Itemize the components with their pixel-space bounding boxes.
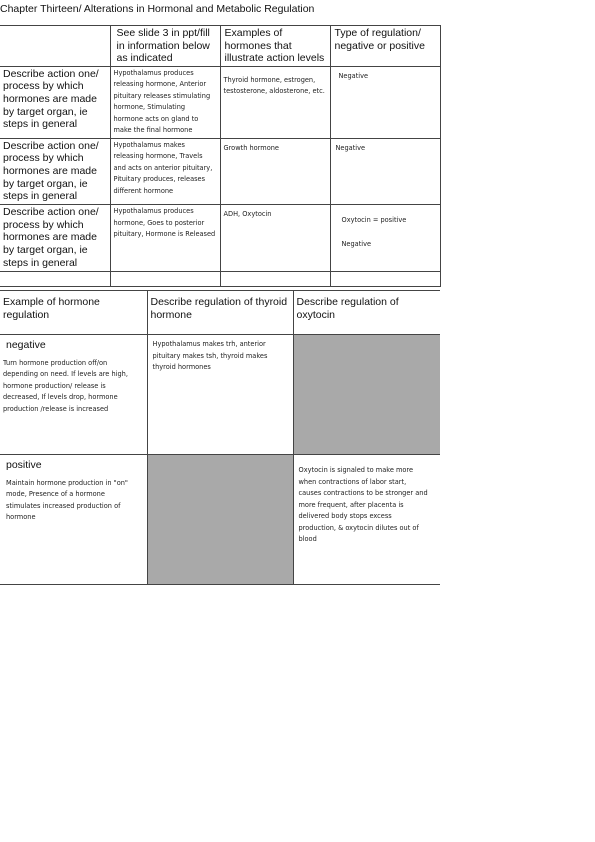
positive-cell: [0, 455, 147, 585]
type-cell: Negative: [330, 66, 440, 138]
header-cell-example: Example of hormone regulation: [0, 291, 147, 335]
positive-label: positive: [6, 459, 42, 471]
header-cell-oxytocin: Describe regulation of oxytocin: [293, 291, 440, 335]
header-cell-slide: See slide 3 in ppt/fill in information below as indicated: [110, 26, 220, 67]
table-row: [0, 455, 440, 585]
type-positive: Oxytocin = positive: [341, 216, 407, 225]
empty-cell: [110, 271, 220, 286]
hormone-regulation-table: [0, 290, 440, 585]
header-cell-blank: [0, 26, 110, 67]
table-row: [0, 138, 440, 205]
shaded-cell: [147, 455, 293, 585]
type-cell: [330, 205, 440, 272]
steps-cell: Hypothalamus produces releasing hormone, Anterior pituitary releases stimulating hormone, Stimulating hormone acts on gland to make the final hormone: [110, 66, 220, 138]
header-cell-type: Type of regulation/ negative or positive: [330, 26, 440, 67]
positive-description: Maintain hormone production in "on" mode, Presence of a hormone stimulates increased production of hormone: [6, 478, 128, 522]
table-row-empty: [0, 271, 440, 286]
table-row: [0, 66, 440, 138]
steps-cell: Hypothalamus makes releasing hormone, Travels and acts on anterior pituitary, Pituitary produces, releases different hormone: [110, 138, 220, 205]
negative-label: negative: [6, 339, 46, 351]
row-label: Describe action one/ process by which hormones are made by target organ, ie steps in general: [0, 205, 110, 272]
empty-cell: [220, 271, 330, 286]
negative-description: Turn hormone production off/on depending on need. If levels are high, hormone production/ release is decreased, If levels drop, hormone production /release is increased: [3, 358, 128, 413]
shaded-cell: [293, 335, 440, 455]
header-cell-examples: Examples of hormones that illustrate action levels: [220, 26, 330, 67]
empty-cell: [330, 271, 440, 286]
hormone-action-table: [0, 25, 441, 287]
row-label: Describe action one/ process by which hormones are made by target organ, ie steps in general: [0, 138, 110, 205]
negative-cell: [0, 335, 147, 455]
type-negative: Negative: [341, 239, 372, 248]
table-header-row: [0, 26, 440, 67]
examples-cell: Growth hormone: [220, 138, 330, 205]
examples-cell: ADH, Oxytocin: [220, 205, 330, 272]
type-cell: Negative: [330, 138, 440, 205]
empty-cell: [0, 271, 110, 286]
oxytocin-regulation-cell: Oxytocin is signaled to make more when contractions of labor start, causes contractions to be stronger and more frequent, after placenta is delivered body stops excess production, & oxytocin dilutes out of blood: [293, 455, 440, 585]
examples-cell: Thyroid hormone, estrogen, testosterone, aldosterone, etc.: [220, 66, 330, 138]
table-row: [0, 205, 440, 272]
thyroid-regulation-cell: Hypothalamus makes trh, anterior pituitary makes tsh, thyroid makes thyroid hormones: [147, 335, 293, 455]
row-label: Describe action one/ process by which hormones are made by target organ, ie steps in general: [0, 66, 110, 138]
table-row: [0, 335, 440, 455]
table-header-row: [0, 291, 440, 335]
header-cell-thyroid: Describe regulation of thyroid hormone: [147, 291, 293, 335]
steps-cell: Hypothalamus produces hormone, Goes to posterior pituitary, Hormone is Released: [110, 205, 220, 272]
document-title: Chapter Thirteen/ Alterations in Hormonal and Metabolic Regulation: [0, 3, 315, 15]
